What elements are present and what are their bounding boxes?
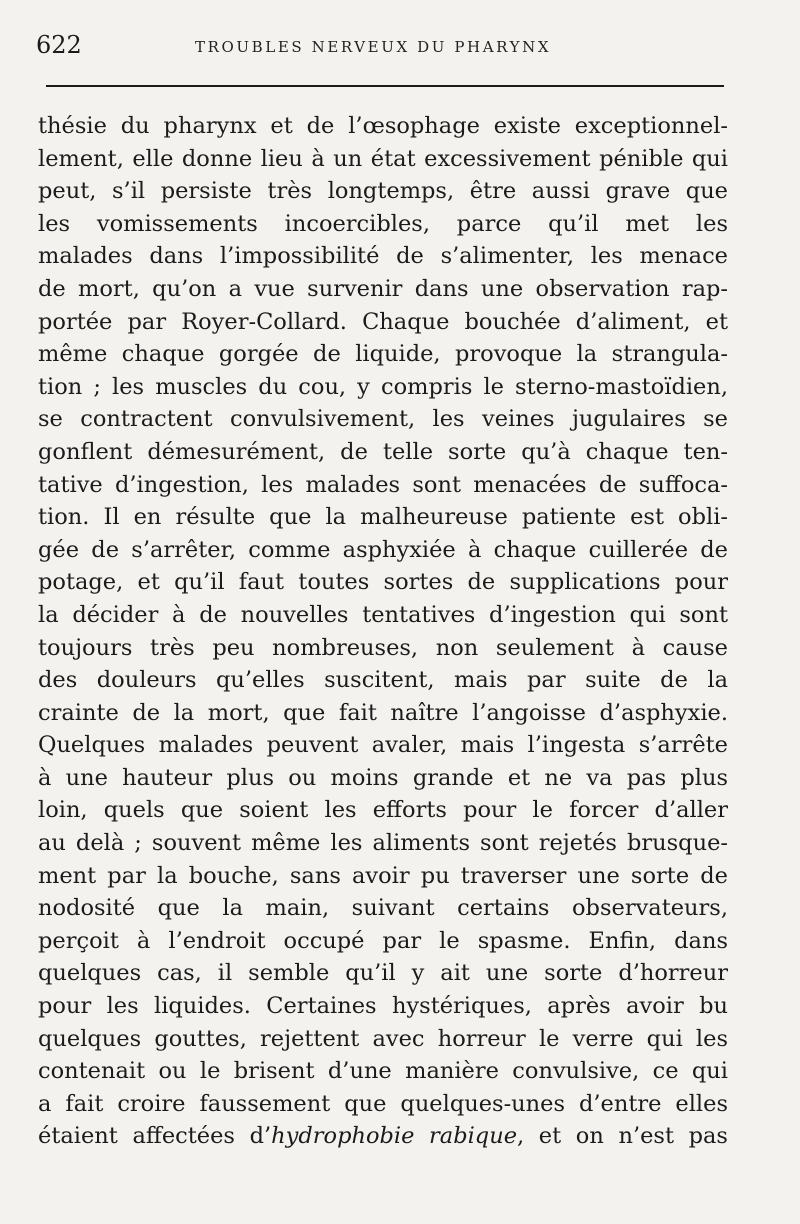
text-line: même chaque gorgée de liquide, provoque la strangula- [38,341,728,368]
text-line: crainte de la mort, que fait naître l’angoisse d’asphyxie. [38,699,728,726]
text-line: toujours très peu nombreuses, non seulement à cause [38,634,728,661]
text-line: quelques gouttes, rejettent avec horreur le verre qui les [38,1025,728,1052]
header-rule [46,85,724,87]
text-line: les vomissements incoercibles, parce qu’il met les [38,210,728,237]
italic-term: hydrophobie rabique [271,1123,518,1150]
page-number: 622 [36,31,82,59]
text-line: potage, et qu’il faut toutes sortes de supplications pour [38,569,728,596]
text-line: gée de s’arrêter, comme asphyxiée à chaque cuillerée de [38,536,728,563]
text-line: malades dans l’impossibilité de s’alimenter, les menace [38,243,728,270]
text-line: contenait ou le brisent d’une manière convulsive, ce qui [38,1058,728,1085]
text-line: tative d’ingestion, les malades sont menacées de suffoca- [38,471,728,498]
text-line: se contractent convulsivement, les veines jugulaires se [38,406,728,433]
text-line: de mort, qu’on a vue survenir dans une observation rap- [38,275,728,302]
text-line-final [38,1120,728,1153]
text-segment: , et on n’est pas [517,1123,728,1150]
text-line: a fait croire faussement que quelques-unes d’entre elles [38,1090,728,1117]
text-line: tion ; les muscles du cou, y compris le sterno-mastoïdien, [38,373,728,400]
text-line: des douleurs qu’elles suscitent, mais par suite de la [38,667,728,694]
text-line: quelques cas, il semble qu’il y ait une sorte d’horreur [38,960,728,987]
text-line: peut, s’il persiste très longtemps, être aussi grave que [38,178,728,205]
body-text [38,110,728,1153]
text-line: thésie du pharynx et de l’œsophage existe exceptionnel- [38,113,728,139]
text-line: Quelques malades peuvent avaler, mais l’ingesta s’arrête [38,732,728,759]
text-line: loin, quels que soient les efforts pour le forcer d’aller [38,797,728,824]
running-title: TROUBLES NERVEUX DU PHARYNX [195,38,552,56]
text-line: la décider à de nouvelles tentatives d’ingestion qui sont [38,601,728,628]
text-line: portée par Royer-Collard. Chaque bouchée d’aliment, et [38,308,728,335]
text-line: au delà ; souvent même les aliments sont rejetés brusque- [38,830,728,857]
text-line: perçoit à l’endroit occupé par le spasme. Enfin, dans [38,927,728,954]
text-segment: étaient affectées d’ [38,1123,272,1150]
text-line: tion. Il en résulte que la malheureuse patiente est obli- [38,504,728,531]
text-line: pour les liquides. Certaines hystériques, après avoir bu [38,993,728,1020]
text-line: lement, elle donne lieu à un état excessivement pénible qui [38,145,728,172]
text-line: nodosité que la main, suivant certains observateurs, [38,895,728,922]
text-line: ment par la bouche, sans avoir pu traverser une sorte de [38,862,728,889]
text-line: à une hauteur plus ou moins grande et ne va pas plus [38,764,728,791]
text-line: gonflent démesurément, de telle sorte qu’à chaque ten- [38,438,728,465]
